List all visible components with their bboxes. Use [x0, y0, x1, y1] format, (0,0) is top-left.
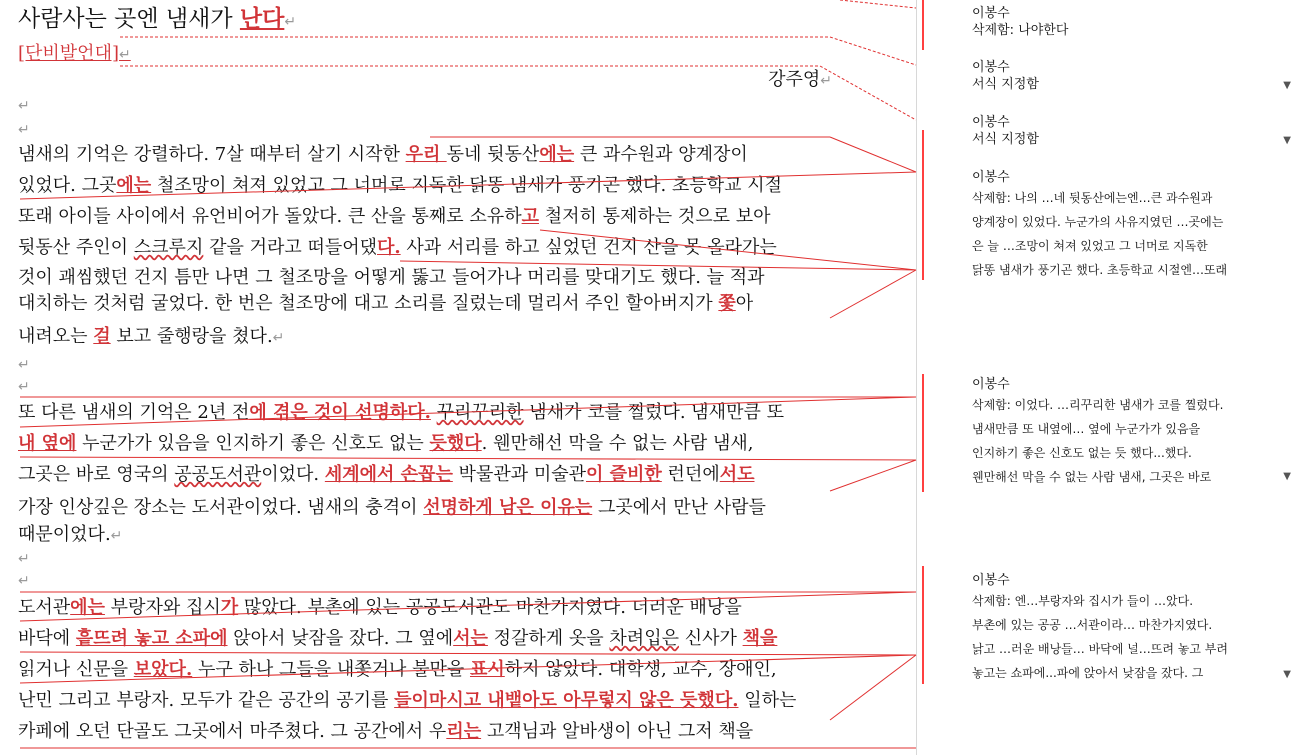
- change-bar: [922, 130, 924, 280]
- document-title: 사람사는 곳엔 냄새가 난다↵: [18, 5, 297, 32]
- paragraph-line: 내 옆에 누군가가 있음을 인지하기 좋은 신호도 없는 듯했다. 웬만해선 막을 수 없는 사람 냄새,: [18, 433, 754, 454]
- revision-author: 이봉수: [972, 573, 1010, 588]
- chevron-down-icon[interactable]: ▼: [1283, 669, 1291, 680]
- revision-balloon[interactable]: [972, 377, 1307, 489]
- revision-author: 이봉수: [972, 6, 1010, 21]
- paragraph-line: 바닥에 흩뜨려 놓고 소파에 앉아서 낮잠을 잤다. 그 옆에서는 정갈하게 옷을 차려입은 신사가 책을: [18, 628, 778, 649]
- paragraph-line: 가장 인상깊은 장소는 도서관이었다. 냄새의 충격이 선명하게 남은 이유는 그곳에서 만난 사람들: [18, 497, 766, 518]
- chevron-down-icon[interactable]: ▼: [1283, 80, 1291, 91]
- revision-author: 이봉수: [972, 377, 1010, 392]
- revision-action: 서식 지정함: [972, 132, 1039, 147]
- paragraph-line: 것이 괘씸했던 건지 틈만 나면 그 철조망을 어떻게 뚫고 들어가나 머리를 맞대기도 했다. 늘 적과: [18, 267, 765, 288]
- paragraph-line: 도서관에는 부랑자와 집시가 많았다. 부촌에 있는 공공도서관도 마찬가지였다. 더러운 배낭을: [18, 597, 742, 618]
- revision-deleted-text: 삭제함: 나의 …네 뒷동산에는엔…큰 과수원과 양계장이 있었다. 누군가의 사유지였던 …곳에는 은 늘 …조망이 쳐져 있었고 그 너머로 지독한 닭똥 냄새가 풍기곤 했다. 초등학교 시절엔…또래: [972, 191, 1228, 277]
- paragraph-line: 있었다. 그곳에는 철조망이 쳐져 있었고 그 너머로 지독한 닭똥 냄새가 풍기곤 했다. 초등학교 시절: [18, 175, 782, 196]
- revision-action: 서식 지정함: [972, 77, 1039, 92]
- revision-author: 이봉수: [972, 60, 1010, 75]
- author-name: 강주영↵: [768, 69, 832, 90]
- paragraph-line: 그곳은 바로 영국의 공공도서관이었다. 세계에서 손꼽는 박물관과 미술관이 즐비한 런던에서도: [18, 464, 755, 485]
- revision-deleted-text: 삭제함: 이었다. …리꾸리한 냄새가 코를 찔렀다. 냄새만큼 또 내옆에… 옆에 누군가가 있음을 인지하기 좋은 신호도 없는 듯 했다...했다. 웬만해선 막을 수 없는 사람 냄새, 그곳은 바로: [972, 398, 1224, 484]
- paragraph-line: 카페에 오던 단골도 그곳에서 마주쳤다. 그 공간에서 우리는 고객님과 알바생이 아닌 그저 책을: [18, 721, 754, 742]
- revision-author: 이봉수: [972, 115, 1010, 130]
- paragraph-line: 또래 아이들 사이에서 유언비어가 돌았다. 큰 산을 통째로 소유하고 철저히 통제하는 것으로 보아: [18, 206, 771, 227]
- empty-paragraph: ↵: [18, 357, 30, 373]
- revision-balloon[interactable]: [972, 573, 1307, 685]
- paragraph-line: 내려오는 걸 보고 줄행랑을 쳤다.↵: [18, 326, 285, 347]
- revision-deleted-text: 삭제함: 나야한다: [972, 23, 1069, 38]
- column-tag: [단비발언대]↵: [18, 43, 131, 64]
- revision-balloon[interactable]: [972, 170, 1307, 282]
- empty-paragraph: ↵: [18, 122, 30, 138]
- change-bar: [922, 0, 924, 50]
- empty-paragraph: ↵: [18, 379, 30, 395]
- paragraph-line: 또 다른 냄새의 기억은 2년 전에 겪은 것이 선명하다. 꾸리꾸리한 냄새가 코를 찔렀다. 냄새만큼 또: [18, 402, 784, 423]
- empty-paragraph: ↵: [18, 98, 30, 114]
- empty-paragraph: ↵: [18, 551, 30, 567]
- paragraph-line: 냄새의 기억은 강렬하다. 7살 때부터 살기 시작한 우리 동네 뒷동산에는 큰 과수원과 양계장이: [18, 144, 748, 165]
- revision-balloon[interactable]: [972, 6, 1307, 40]
- revision-balloon[interactable]: [972, 60, 1307, 94]
- revision-author: 이봉수: [972, 170, 1010, 185]
- markup-pane: [916, 0, 1312, 755]
- paragraph-line: 때문이었다.↵: [18, 524, 123, 545]
- paragraph-line: 뒷동산 주인이 스크루지 같을 거라고 떠들어댔다. 사과 서리를 하고 싶었던 건지 산을 못 올라가는: [18, 237, 777, 258]
- empty-paragraph: ↵: [18, 573, 30, 589]
- revision-balloon[interactable]: [972, 115, 1307, 149]
- chevron-down-icon[interactable]: ▼: [1283, 135, 1291, 146]
- chevron-down-icon[interactable]: ▼: [1283, 471, 1291, 482]
- paragraph-line: 난민 그리고 부랑자. 모두가 같은 공간의 공기를 들이마시고 내뱉아도 아무렇지 않은 듯했다. 일하는: [18, 690, 797, 711]
- change-bar: [922, 566, 924, 684]
- paragraph-line: 대치하는 것처럼 굴었다. 한 번은 철조망에 대고 소리를 질렀는데 멀리서 주인 할아버지가 쫓아: [18, 293, 754, 314]
- revision-deleted-text: 삭제함: 엔…부랑자와 집시가 들이 …았다. 부촌에 있는 공공 …서관이라… 마찬가지였다. 낡고 …러운 배낭들… 바닥에 널…뜨려 놓고 부려 놓고는 쇼파에...파에 앉아서 낮잠을 잤다. 그: [972, 594, 1228, 680]
- paragraph-line: 읽거나 신문을 보았다. 누구 하나 그들을 내쫓거나 불만을 표시하지 않았다. 대학생, 교수, 장애인,: [18, 659, 777, 680]
- change-bar: [922, 374, 924, 492]
